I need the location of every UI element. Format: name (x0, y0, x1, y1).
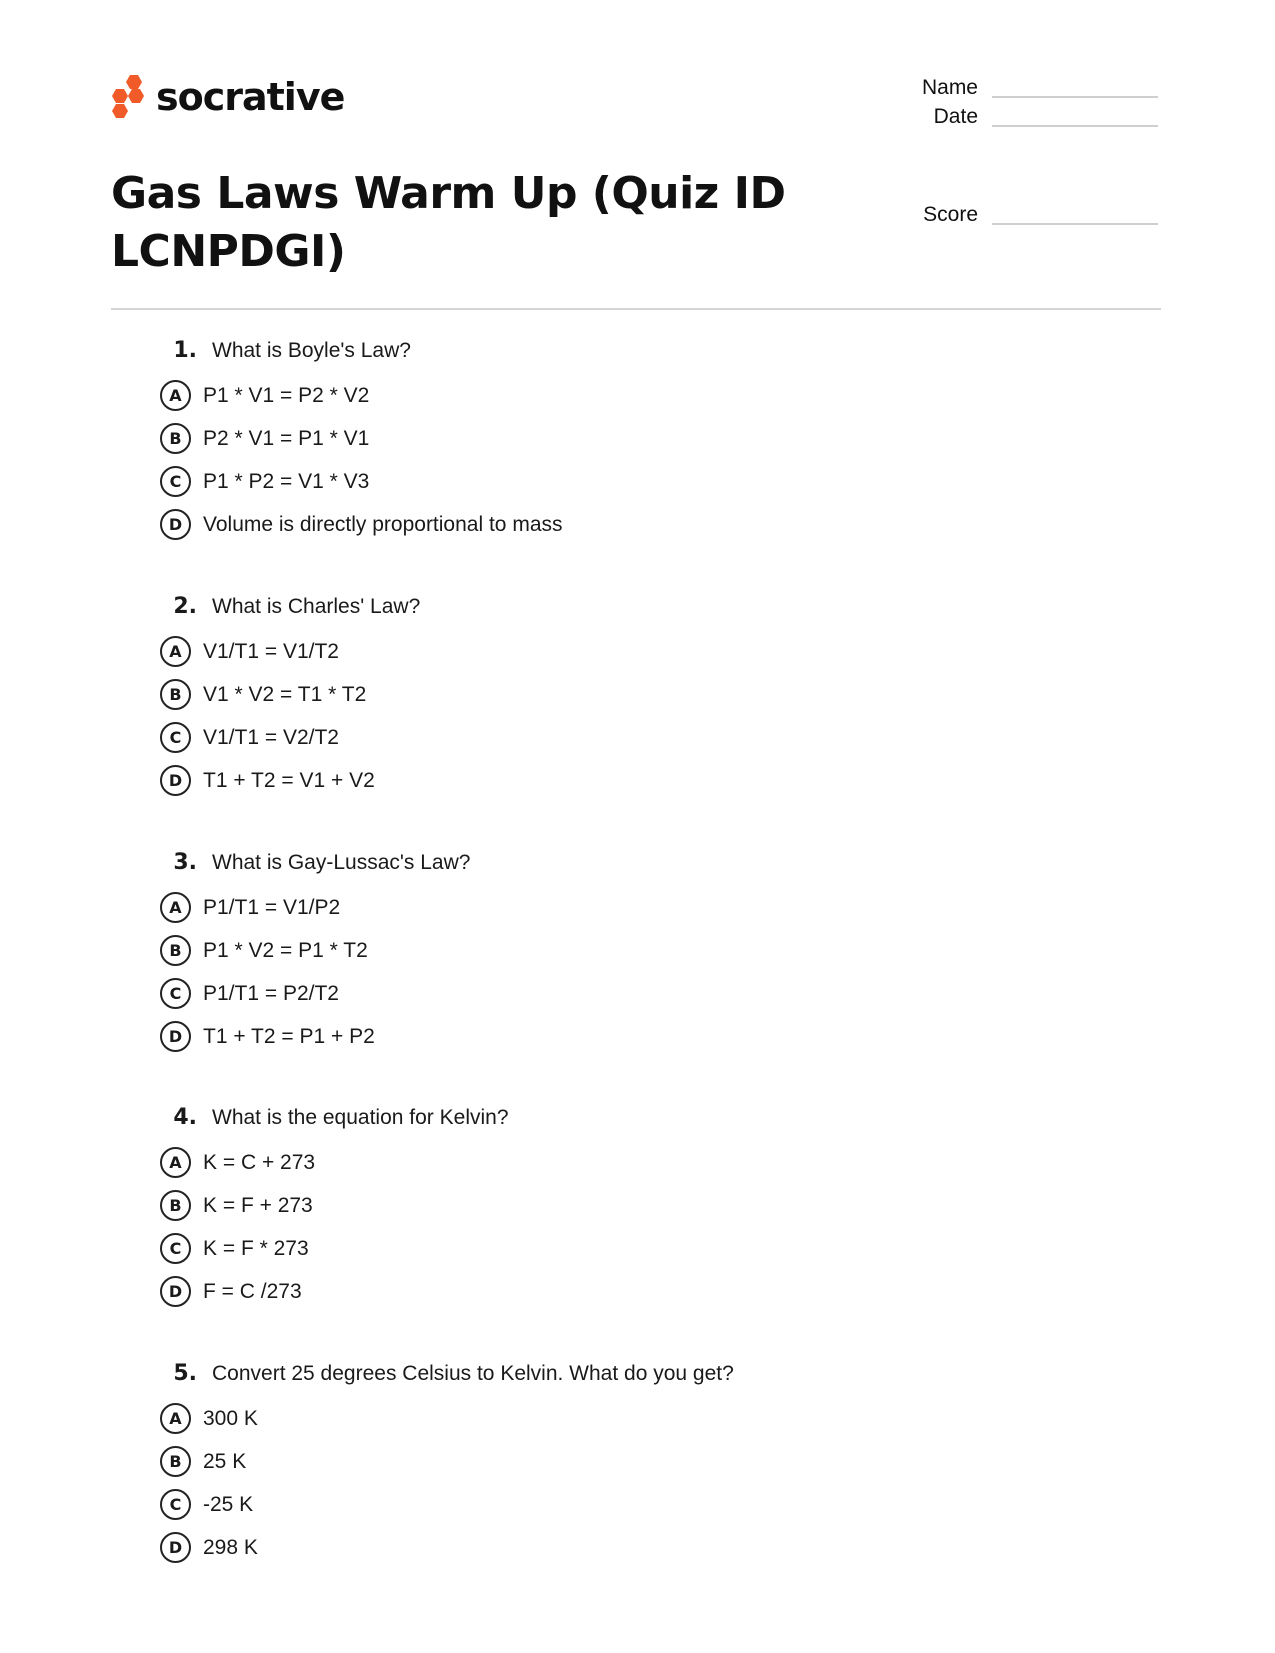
option-text: K = F * 273 (203, 1236, 309, 1260)
option-letter-circle-icon[interactable]: A (160, 380, 191, 411)
option-text: K = F + 273 (203, 1193, 313, 1217)
answer-option[interactable] (160, 1184, 509, 1227)
option-text: P1 * P2 = V1 * V3 (203, 469, 370, 493)
question-header (160, 338, 563, 374)
question-5 (160, 1361, 734, 1569)
option-letter-circle-icon[interactable]: C (160, 722, 191, 753)
date-line[interactable] (992, 125, 1158, 127)
question-number: 1. (173, 338, 197, 363)
answer-option[interactable] (160, 759, 420, 802)
question-1 (160, 338, 563, 546)
option-text: T1 + T2 = P1 + P2 (203, 1024, 375, 1048)
option-text: P1 * V1 = P2 * V2 (203, 383, 370, 407)
score-line[interactable] (992, 223, 1158, 225)
question-number: 5. (173, 1361, 197, 1386)
score-field[interactable] (860, 203, 1158, 227)
question-number: 3. (173, 850, 197, 875)
answer-option[interactable] (160, 460, 563, 503)
answer-option[interactable] (160, 1526, 734, 1569)
answer-option[interactable] (160, 503, 563, 546)
answer-option[interactable] (160, 1270, 509, 1313)
option-letter-circle-icon[interactable]: B (160, 935, 191, 966)
option-text: -25 K (203, 1492, 254, 1516)
option-text: V1/T1 = V1/T2 (203, 639, 339, 663)
name-line[interactable] (992, 96, 1158, 98)
option-text: P1/T1 = V1/P2 (203, 895, 341, 919)
option-letter-circle-icon[interactable]: A (160, 892, 191, 923)
answer-option[interactable] (160, 1397, 734, 1440)
option-letter-circle-icon[interactable]: B (160, 423, 191, 454)
answer-option[interactable] (160, 1015, 470, 1058)
question-header (160, 1361, 734, 1397)
answer-option[interactable] (160, 886, 470, 929)
option-letter-circle-icon[interactable]: D (160, 1532, 191, 1563)
answer-option[interactable] (160, 1141, 509, 1184)
name-label: Name (921, 76, 978, 99)
hexagon-cluster-icon (110, 73, 148, 121)
question-text: Convert 25 degrees Celsius to Kelvin. What do you get? (212, 1362, 734, 1385)
option-letter-circle-icon[interactable]: D (160, 1276, 191, 1307)
question-header (160, 1105, 509, 1141)
option-letter-circle-icon[interactable]: A (160, 1147, 191, 1178)
option-letter-circle-icon[interactable]: C (160, 978, 191, 1009)
option-letter-circle-icon[interactable]: B (160, 1190, 191, 1221)
option-text: 300 K (203, 1406, 258, 1430)
score-label: Score (923, 203, 978, 226)
option-letter-circle-icon[interactable]: C (160, 1489, 191, 1520)
answer-option[interactable] (160, 630, 420, 673)
answer-option[interactable] (160, 1483, 734, 1526)
answer-option[interactable] (160, 716, 420, 759)
answer-option[interactable] (160, 673, 420, 716)
answer-option[interactable] (160, 374, 563, 417)
answer-option[interactable] (160, 972, 470, 1015)
brand-name: socrative (156, 75, 345, 119)
question-text: What is Gay-Lussac's Law? (212, 851, 471, 874)
option-text: V1/T1 = V2/T2 (203, 725, 339, 749)
question-text: What is Charles' Law? (212, 595, 421, 618)
answer-option[interactable] (160, 929, 470, 972)
question-text: What is Boyle's Law? (212, 339, 411, 362)
option-text: P2 * V1 = P1 * V1 (203, 426, 370, 450)
option-text: T1 + T2 = V1 + V2 (203, 768, 375, 792)
option-letter-circle-icon[interactable]: D (160, 1021, 191, 1052)
option-text: K = C + 273 (203, 1150, 316, 1174)
option-letter-circle-icon[interactable]: B (160, 1446, 191, 1477)
page-title: Gas Laws Warm Up (Quiz ID LCNPDGI) (111, 168, 786, 277)
header-divider (111, 308, 1161, 310)
question-4 (160, 1105, 509, 1313)
socrative-logo (110, 72, 344, 122)
option-letter-circle-icon[interactable]: A (160, 636, 191, 667)
option-letter-circle-icon[interactable]: D (160, 765, 191, 796)
option-letter-circle-icon[interactable]: D (160, 509, 191, 540)
date-label: Date (933, 105, 978, 128)
answer-option[interactable] (160, 1227, 509, 1270)
option-text: V1 * V2 = T1 * T2 (203, 682, 367, 706)
option-text: 298 K (203, 1535, 258, 1559)
option-letter-circle-icon[interactable]: A (160, 1403, 191, 1434)
question-2 (160, 594, 420, 802)
question-header (160, 850, 470, 886)
option-text: P1 * V2 = P1 * T2 (203, 938, 368, 962)
question-number: 4. (173, 1105, 197, 1130)
question-header (160, 594, 420, 630)
date-field[interactable] (860, 105, 1158, 129)
option-letter-circle-icon[interactable]: C (160, 1233, 191, 1264)
option-text: Volume is directly proportional to mass (203, 512, 563, 536)
question-text: What is the equation for Kelvin? (212, 1106, 509, 1129)
question-number: 2. (173, 594, 197, 619)
option-text: 25 K (203, 1449, 247, 1473)
question-3 (160, 850, 470, 1058)
option-letter-circle-icon[interactable]: C (160, 466, 191, 497)
option-text: F = C /273 (203, 1279, 302, 1303)
name-field[interactable] (860, 76, 1158, 100)
option-text: P1/T1 = P2/T2 (203, 981, 339, 1005)
answer-option[interactable] (160, 1440, 734, 1483)
option-letter-circle-icon[interactable]: B (160, 679, 191, 710)
answer-option[interactable] (160, 417, 563, 460)
